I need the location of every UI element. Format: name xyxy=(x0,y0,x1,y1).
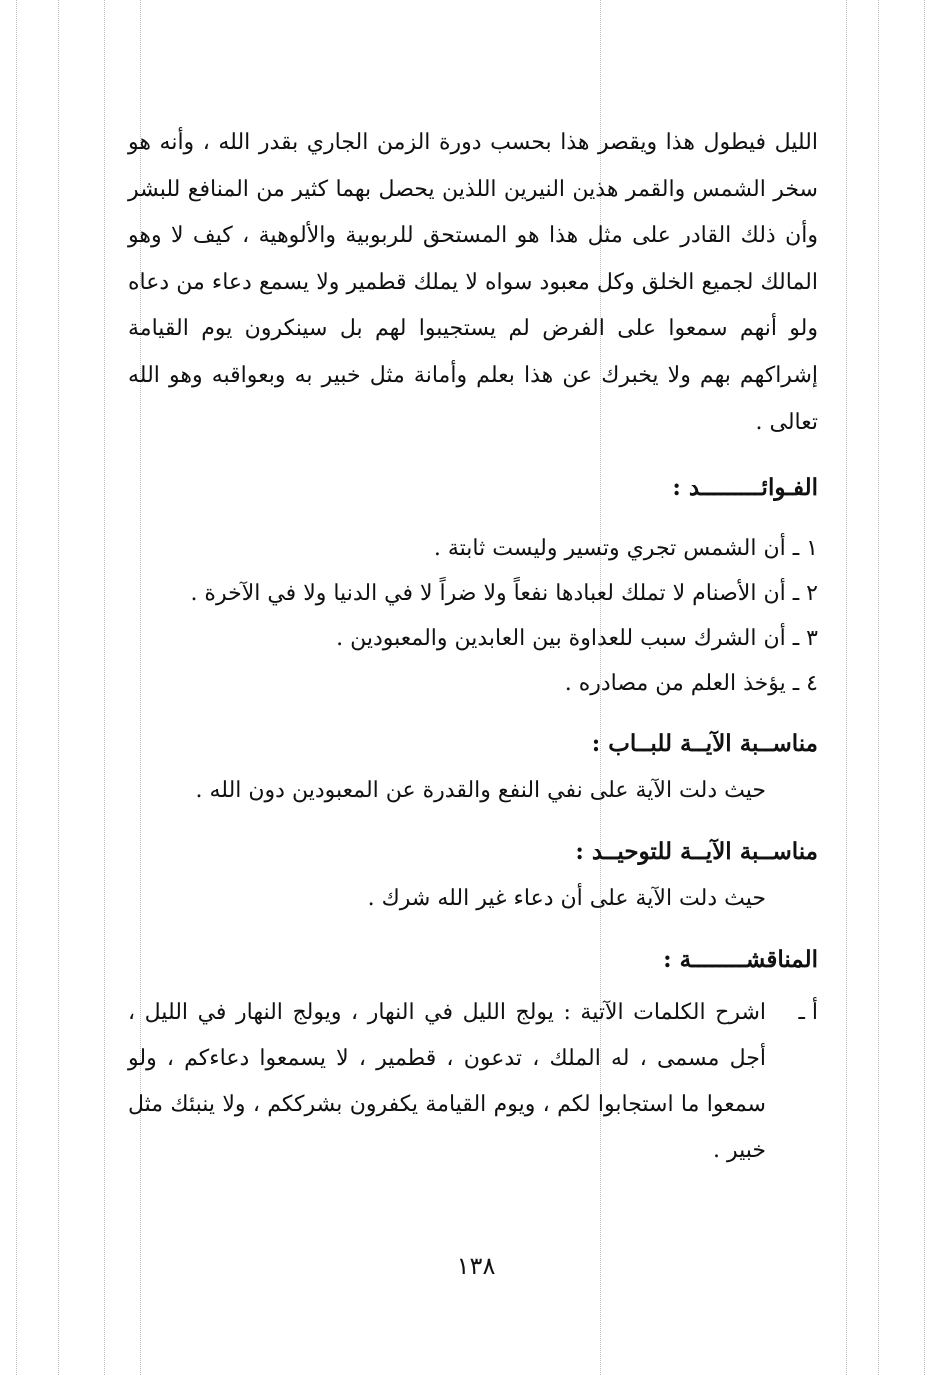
ruling-line xyxy=(104,0,105,1375)
ruling-line xyxy=(924,0,925,1375)
benefits-list xyxy=(128,526,818,706)
benefit-item: ٣ ـ أن الشرك سبب للعداوة بين العابدين والمعبودين . xyxy=(336,626,818,652)
ruling-line xyxy=(58,0,59,1375)
page-number: ١٣٨ xyxy=(456,1252,496,1280)
intro-paragraph: الليل فيطول هذا ويقصر هذا بحسب دورة الزمن الجاري بقدر الله ، وأنه هو سخر الشمس والقمر هذين النيرين اللذين يحصل بهما كثير من المنافع للبشر وأن ذلك القادر على مثل هذا هو المستحق للربوبية والألوهية ، كيف لا وهو المالك لجميع الخلق وكل معبود سواه لا يملك قطمير ولا يسمع دعاء من دعاه ولو أنهم سمعوا على الفرض لم يستجيبوا لهم بل سينكرون يوم القيامة إشراكهم بهم ولا يخبرك عن هذا بعلم وأمانة مثل خبير به وبعواقبه وهو الله تعالى . xyxy=(128,130,818,435)
benefit-item: ٤ ـ يؤخذ العلم من مصادره . xyxy=(564,671,818,697)
tawheed-relevance-heading: مناســبة الآيــة للتوحيــد : xyxy=(575,838,818,866)
chapter-relevance-text: حيث دلت الآية على نفي النفع والقدرة عن المعبودين دون الله . xyxy=(195,778,766,804)
tawheed-relevance-section xyxy=(128,828,818,922)
benefits-heading: الفـوائـــــــــد : xyxy=(672,474,818,502)
chapter-relevance-heading: مناســبة الآيــة للبــاب : xyxy=(591,730,818,758)
discussion-section xyxy=(128,936,818,1174)
tawheed-relevance-text: حيث دلت الآية على أن دعاء غير الله شرك . xyxy=(367,886,766,912)
ruling-line xyxy=(16,0,17,1375)
benefit-item: ٢ ـ أن الأصنام لا تملك لعبادها نفعاً ولا ضراً لا في الدنيا ولا في الآخرة . xyxy=(190,581,818,607)
ruling-line xyxy=(846,0,847,1375)
question-text: اشرح الكلمات الآتية : يولج الليل في النهار ، ويولج النهار في الليل ، أجل مسمى ، له الملك ، تدعون ، قطمير ، لا يسمعوا دعاءكم ، ولو سمعوا ما استجابوا لكم ، ويوم القيامة يكفرون بشرككم ، ولا ينبئك مثل خبير . xyxy=(128,1000,766,1164)
benefit-item: ١ ـ أن الشمس تجري وتسير وليست ثابتة . xyxy=(433,536,818,562)
discussion-question xyxy=(128,990,818,1174)
ruling-line xyxy=(878,0,879,1375)
benefits-section xyxy=(128,464,818,706)
chapter-relevance-section xyxy=(128,720,818,814)
discussion-heading: المناقشــــــــة : xyxy=(663,946,818,974)
question-marker: أ ـ xyxy=(798,1000,818,1026)
page-body xyxy=(128,120,818,1174)
